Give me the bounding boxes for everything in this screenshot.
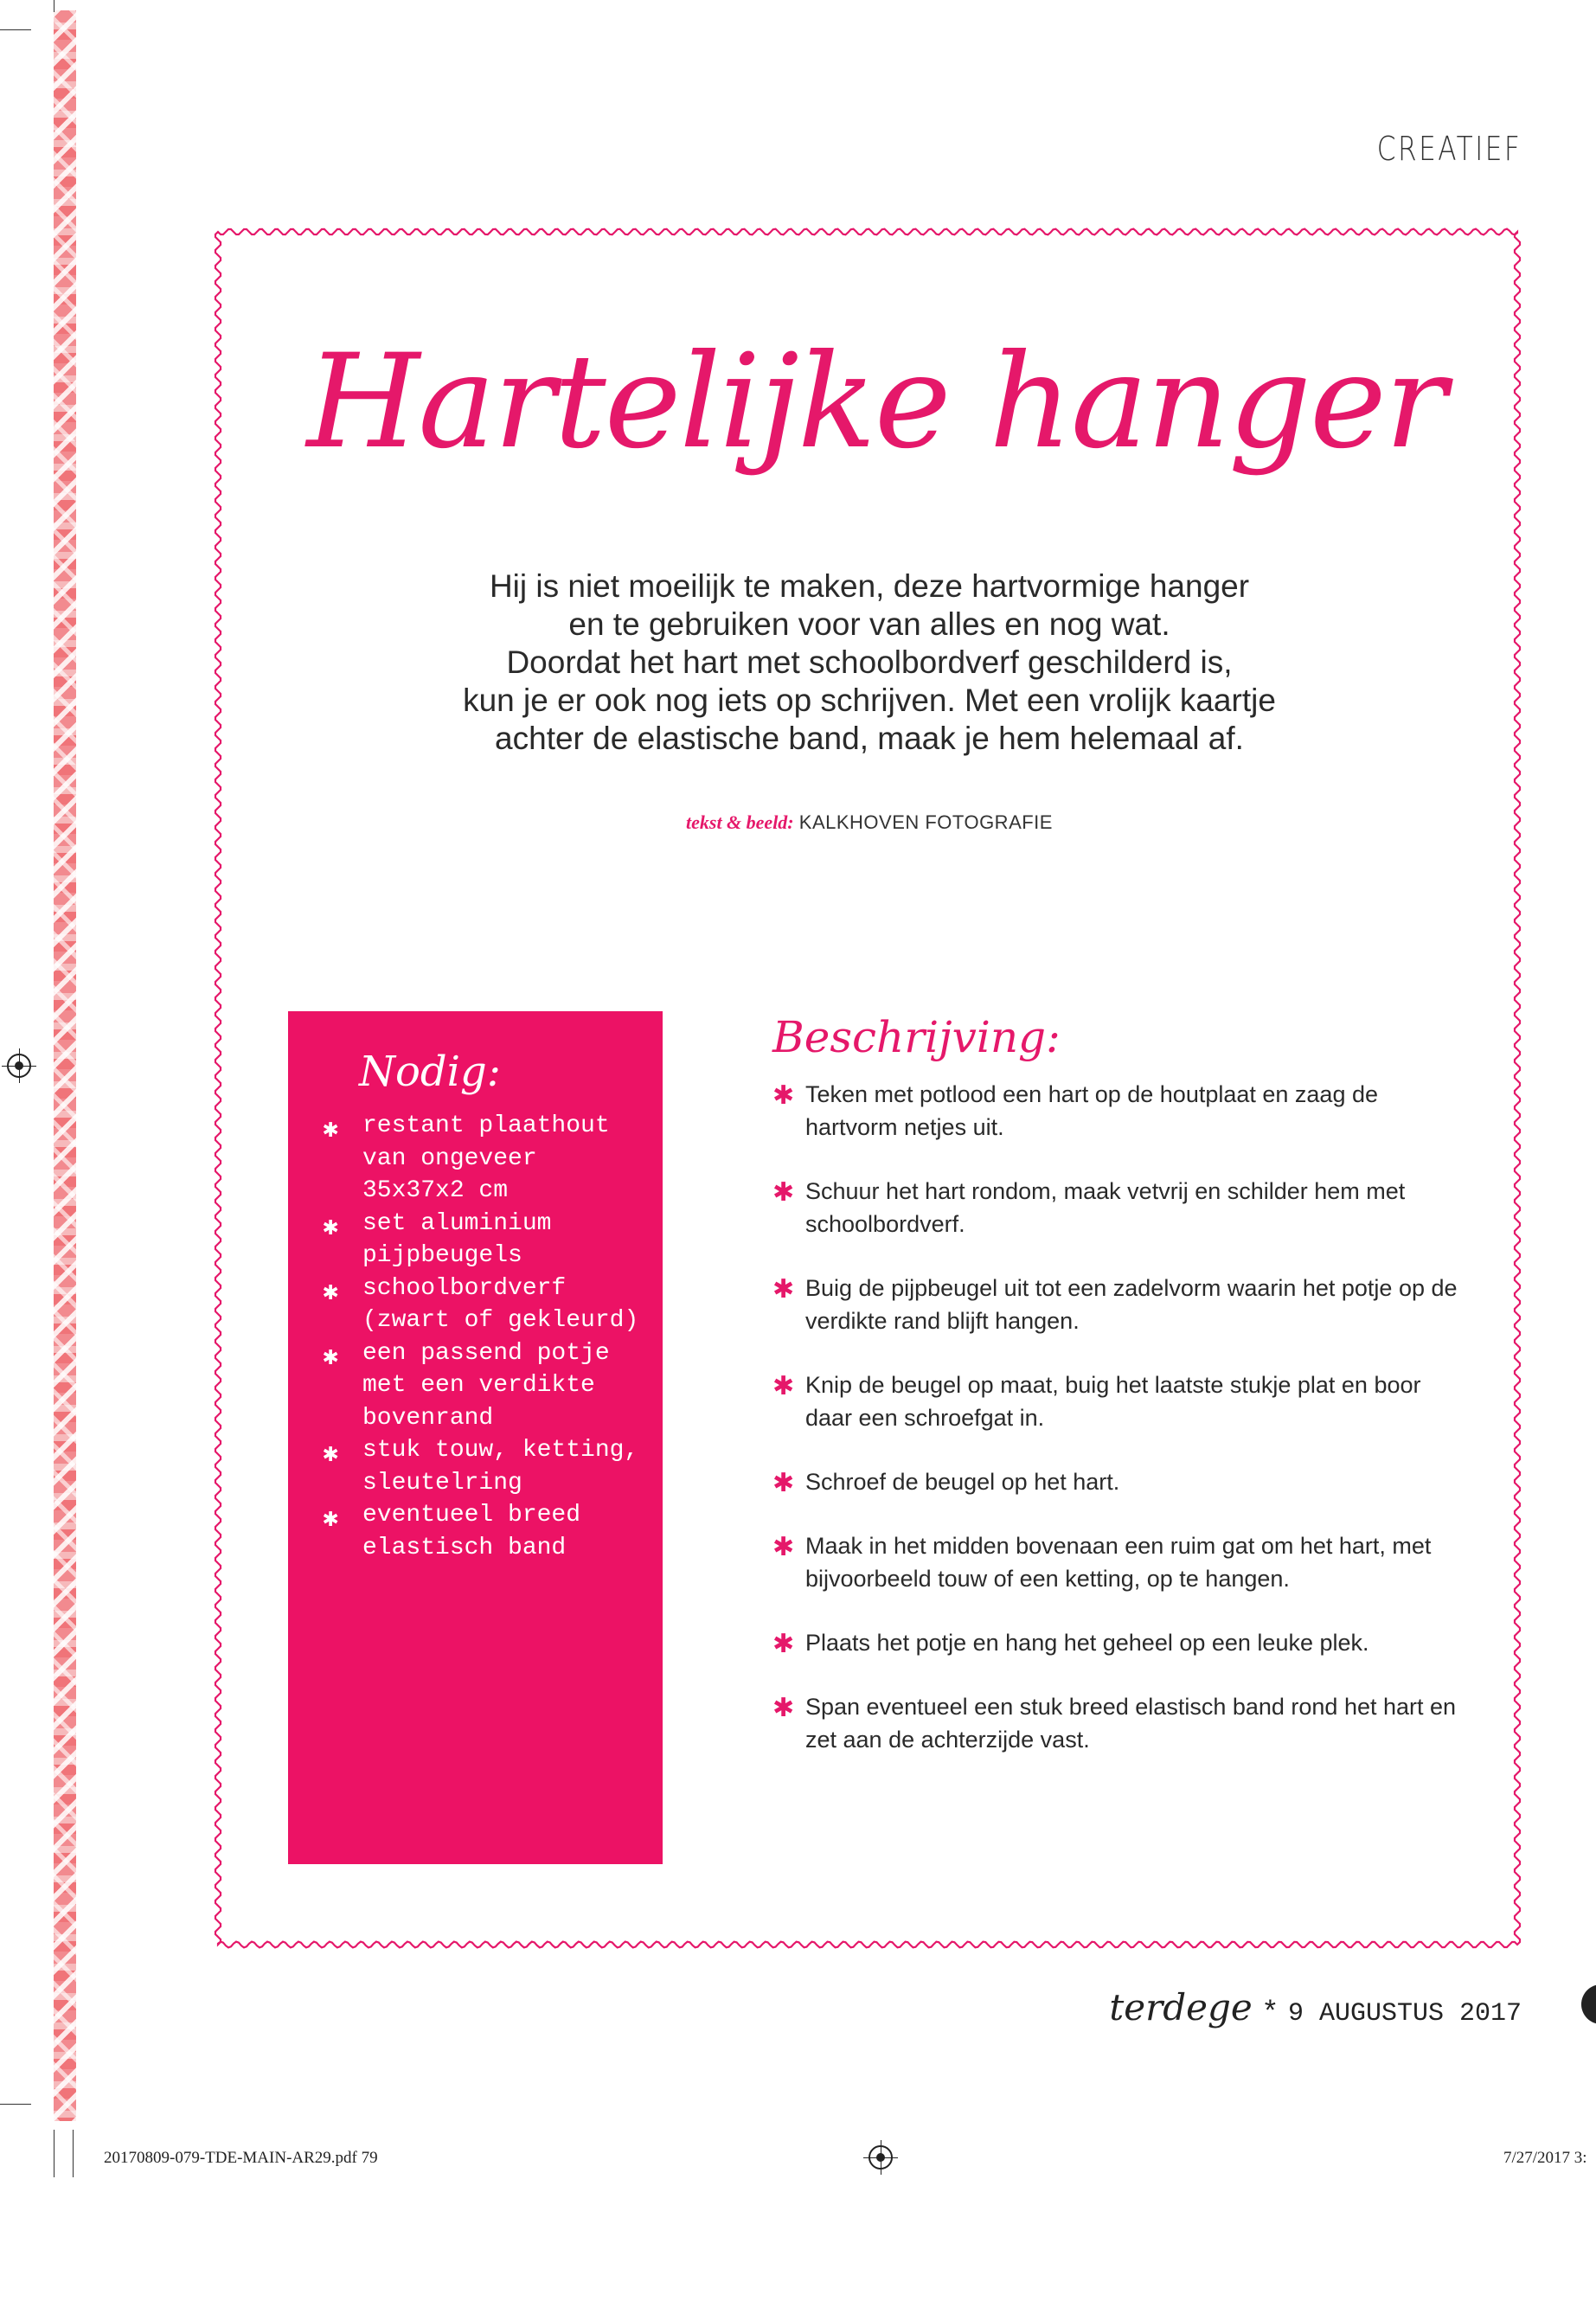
step-text: Plaats het potje en hang het geheel op een leuke plek. <box>805 1630 1369 1656</box>
magazine-name: terdege <box>1109 1986 1253 2029</box>
step-item <box>772 1368 1465 1434</box>
registration-mark-icon <box>7 1054 31 1078</box>
asterisk-icon: ✱ <box>772 1081 795 1110</box>
asterisk-icon: ✱ <box>323 1505 339 1535</box>
list-item-text: stuk touw, ketting, sleutelring <box>362 1437 639 1497</box>
materials-title: Nodig: <box>359 1048 501 1096</box>
list-item-text: een passend potje met een verdikte bovenrand <box>362 1339 610 1432</box>
asterisk-icon: ✱ <box>772 1372 795 1400</box>
list-item-text: restant plaathout van ongeveer 35x37x2 cm <box>362 1112 610 1204</box>
asterisk-icon: ✱ <box>772 1275 795 1304</box>
list-item <box>323 1337 651 1435</box>
step-text: Schuur het hart rondom, maak vetvrij en schilder hem met schoolbordverf. <box>805 1178 1406 1237</box>
step-text: Knip de beugel op maat, buig het laatste stukje plat en boor daar een schroefgat in. <box>805 1372 1421 1431</box>
asterisk-icon: ✱ <box>323 1343 339 1373</box>
asterisk-icon: ✱ <box>772 1178 795 1207</box>
asterisk-icon: ✱ <box>772 1630 795 1658</box>
step-item <box>772 1690 1465 1756</box>
intro-line: Hij is niet moeilijk te maken, deze hartvormige hanger <box>489 568 1250 604</box>
page-footer <box>1109 1986 1522 2029</box>
intro-line: en te gebruiken voor van alles en nog wat. <box>568 606 1170 642</box>
list-item-text: set aluminium pijpbeugels <box>362 1209 552 1269</box>
crop-mark <box>0 29 31 30</box>
materials-list <box>323 1110 651 1564</box>
intro-text <box>363 567 1375 758</box>
list-item <box>323 1110 651 1208</box>
registration-mark-icon <box>869 2145 893 2170</box>
step-item <box>772 1626 1465 1659</box>
step-text: Maak in het midden bovenaan een ruim gat om het hart, met bijvoorbeeld touw of een ketting, op te hangen. <box>805 1533 1432 1592</box>
credit-line <box>363 811 1375 834</box>
credit-label: tekst & beeld: <box>686 811 794 833</box>
step-text: Buig de pijpbeugel uit tot een zadelvorm waarin het potje op de verdikte rand blijft hangen. <box>805 1275 1458 1334</box>
list-item-text: schoolbordverf (zwart of gekleurd) <box>362 1274 639 1334</box>
step-text: Span eventueel een stuk breed elastisch band rond het hart en zet aan de achterzijde vast. <box>805 1694 1457 1753</box>
print-slug-date: 7/27/2017 3: <box>1503 2149 1587 2167</box>
list-item-text: eventueel breed elastisch band <box>362 1502 581 1561</box>
list-item <box>323 1272 651 1337</box>
list-item <box>323 1499 651 1564</box>
decorative-pattern-strip <box>54 10 76 2121</box>
asterisk-icon: ✱ <box>323 1116 339 1145</box>
step-item <box>772 1529 1465 1595</box>
crop-mark <box>73 2130 74 2177</box>
print-slug-file: 20170809-079-TDE-MAIN-AR29.pdf 79 <box>104 2149 378 2167</box>
list-item <box>323 1208 651 1272</box>
section-label: CREATIEF <box>1376 130 1522 168</box>
step-item <box>772 1272 1465 1337</box>
intro-line: achter de elastische band, maak je hem helemaal af. <box>495 721 1244 756</box>
intro-line: Doordat het hart met schoolbordverf geschilderd is, <box>506 644 1233 680</box>
asterisk-icon: ✱ <box>323 1440 339 1470</box>
intro-line: kun je er ook nog iets op schrijven. Met een vrolijk kaartje <box>463 683 1276 718</box>
asterisk-icon: * <box>1264 1994 1276 2027</box>
asterisk-icon: ✱ <box>772 1533 795 1561</box>
materials-box <box>288 1011 663 1864</box>
issue-date: 9 AUGUSTUS 2017 <box>1287 1999 1522 2029</box>
asterisk-icon: ✱ <box>772 1469 795 1497</box>
asterisk-icon: ✱ <box>772 1694 795 1722</box>
crop-mark <box>0 2104 31 2105</box>
page-title: Hartelijke hanger <box>306 327 1445 478</box>
list-item <box>323 1434 651 1499</box>
asterisk-icon: ✱ <box>323 1278 339 1308</box>
credit-value: KALKHOVEN FOTOGRAFIE <box>798 811 1053 833</box>
step-text: Teken met potlood een hart op de houtplaat en zaag de hartvorm netjes uit. <box>805 1081 1379 1140</box>
step-item <box>772 1078 1465 1144</box>
step-text: Schroef de beugel op het hart. <box>805 1469 1120 1495</box>
asterisk-icon: ✱ <box>323 1213 339 1243</box>
step-item <box>772 1465 1465 1498</box>
instructions-title: Beschrijving: <box>772 1012 1061 1062</box>
instructions-list <box>772 1078 1465 1787</box>
page-number-tab <box>1581 1984 1596 2024</box>
step-item <box>772 1175 1465 1240</box>
